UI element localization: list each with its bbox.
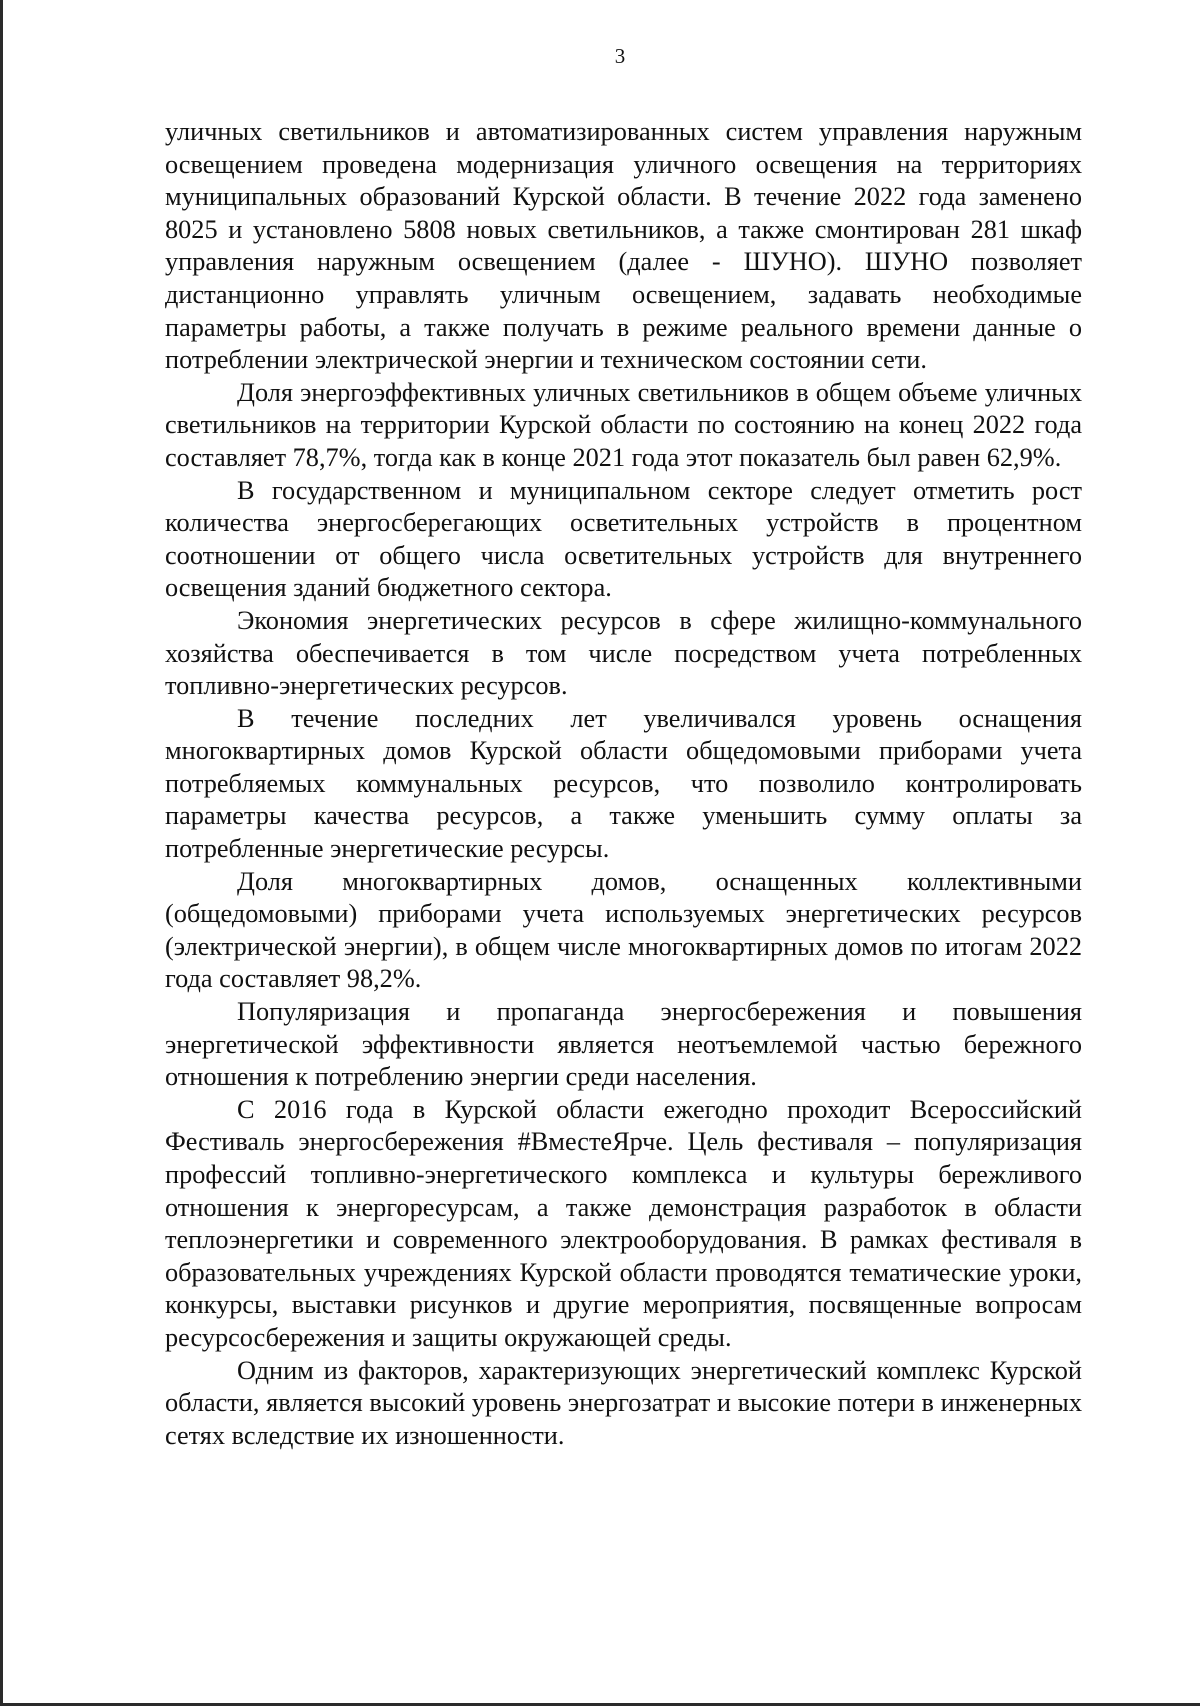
paragraph-metering-equipment: В течение последних лет увеличивался уровень оснащения многоквартирных домов Курской области общедомовыми приборами учета потребляемых коммунальных ресурсов, что позволило контролировать параметры качества ресурсов, а также уменьшить сумму оплаты за потребленные энергетические ресурсы. — [165, 703, 1082, 864]
page-edge-left — [0, 0, 3, 1706]
paragraph-energy-efficient-lights-share: Доля энергоэффективных уличных светильников в общем объеме уличных светильников на территории Курской области по состоянию на конец 2022 года составляет 78,7%, тогда как в конце 2021 года этот показатель был равен 62,9%. — [165, 377, 1082, 472]
paragraph-housing-savings: Экономия энергетических ресурсов в сфере жилищно-коммунального хозяйства обеспечивается в том числе посредством учета потребленных топливно-энергетических ресурсов. — [165, 605, 1082, 701]
paragraph-collective-meters-share: Доля многоквартирных домов, оснащенных коллективными (общедомовыми) приборами учета используемых энергетических ресурсов (электрической энергии), в общем числе многоквартирных домов по итогам 2022 года составляет 98,2%. — [165, 866, 1082, 994]
paragraph-public-sector-lighting: В государственном и муниципальном секторе следует отметить рост количества энергосберегающих осветительных устройств в процентном соотношении от общего числа осветительных устройств для внутреннего освещения зданий бюджетного сектора. — [165, 475, 1082, 603]
paragraph-network-losses: Одним из факторов, характеризующих энергетический комплекс Курской области, является высокий уровень энергозатрат и высокие потери в инженерных сетях вследствие их изношенности. — [165, 1355, 1082, 1450]
paragraph-popularization: Популяризация и пропаганда энергосбережения и повышения энергетической эффективности является неотъемлемой частью бережного отношения к потреблению энергии среди населения. — [165, 997, 1082, 1092]
paragraph-street-lighting-modernization: уличных светильников и автоматизированных систем управления наружным освещением проведена модернизация уличного освещения на территориях муниципальных образований Курской области. В течение 2022 года заменено 8025 и установлено 5808 новых светильников, а также смонтирован 281 шкаф управления наружным освещением (далее - ШУНО). ШУНО позволяет дистанционно управлять уличным освещением, задавать необходимые параметры работы, а также получать в режиме реального времени данные о потреблении электрической энергии и техническом состоянии сети. — [165, 117, 1082, 375]
paragraph-festival: С 2016 года в Курской области ежегодно проходит Всероссийский Фестиваль энергосбережения #ВместеЯрче. Цель фестиваля – популяризация профессий топливно-энергетического комплекса и культуры бережливого отношения к энергоресурсам, а также демонстрация разработок в области теплоэнергетики и современного электрооборудования. В рамках фестиваля в образовательных учреждениях Курской области проводятся тематические уроки, конкурсы, выставки рисунков и другие мероприятия, посвященные вопросам ресурсосбережения и защиты окружающей среды. — [165, 1094, 1082, 1352]
document-body — [165, 116, 1082, 1452]
page-number: 3 — [614, 44, 626, 68]
